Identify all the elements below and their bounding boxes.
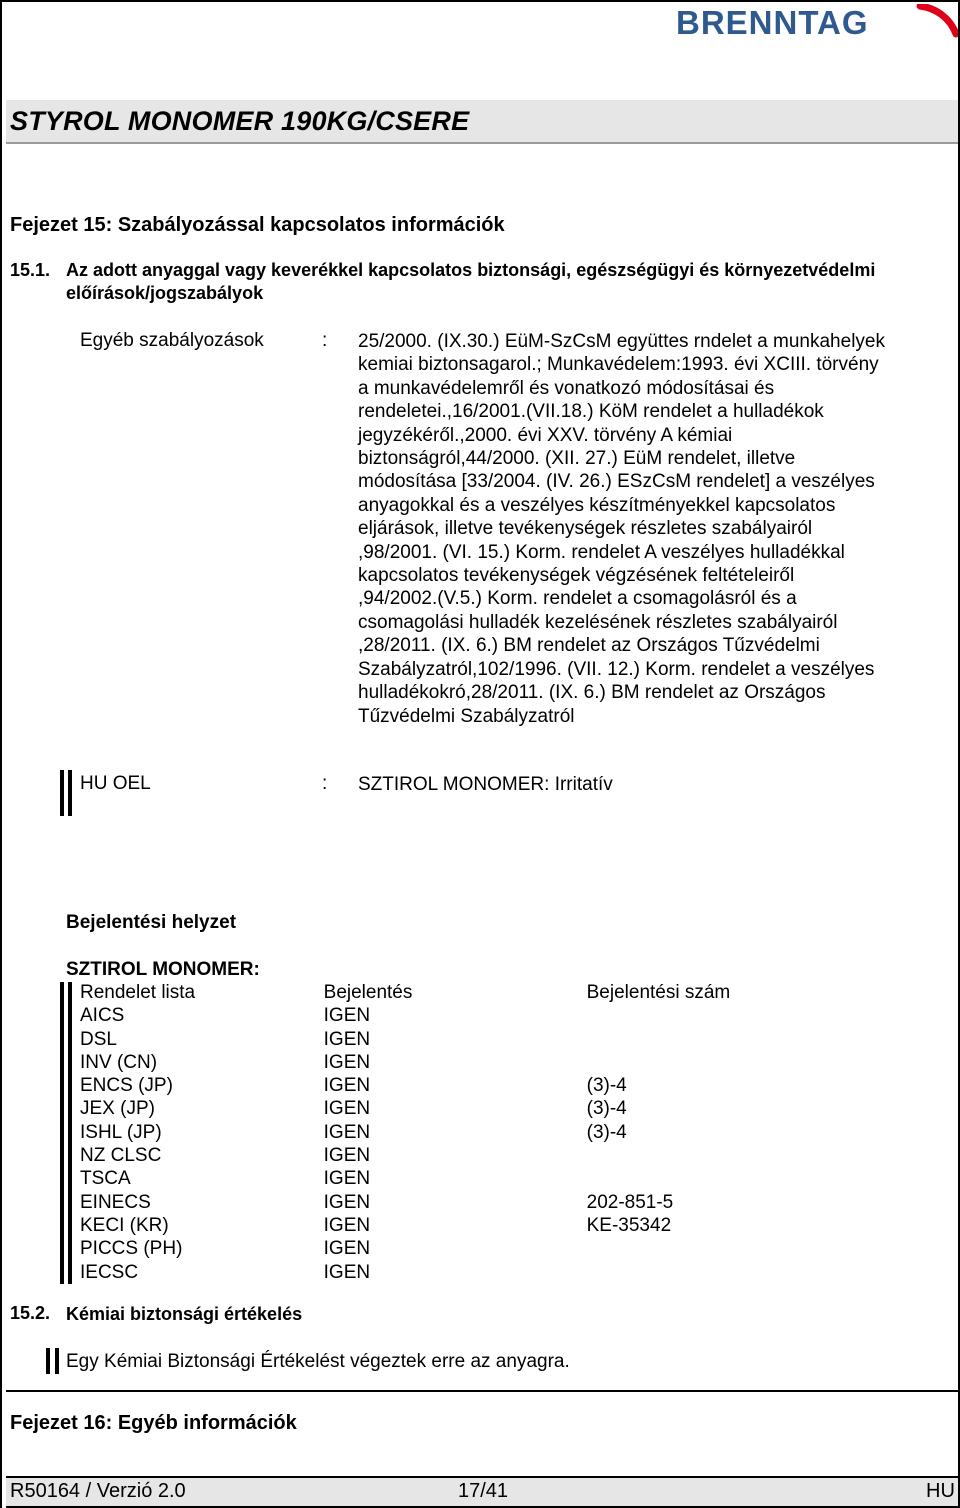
table-cell: JEX (JP)	[80, 1098, 155, 1120]
table-cell: (3)-4	[586, 1075, 627, 1097]
chapter-16-title: Fejezet 16: Egyéb információk	[10, 1412, 297, 1434]
regulation-line: anyagokkal és a veszélyes készítményekkel kapcsolatos	[358, 494, 836, 516]
table-cell	[587, 1261, 780, 1284]
table-cell: IGEN	[323, 1168, 371, 1190]
hu-oel-colon: :	[322, 773, 328, 794]
regulation-line: ,94/2002.(V.5.) Korm. rendelet a csomagolásról és a	[358, 588, 797, 610]
change-bar	[68, 770, 72, 816]
change-bar	[46, 1348, 50, 1374]
table-row	[80, 1144, 780, 1167]
other-regulations-colon: :	[322, 330, 328, 351]
table-cell: ISHL (JP)	[80, 1121, 162, 1143]
change-bar	[60, 982, 64, 1284]
regulation-line: 25/2000. (IX.30.) EüM-SzCsM együttes rndelet a munkahelyek	[358, 331, 885, 352]
change-bar	[68, 982, 72, 1284]
table-row	[80, 1097, 780, 1120]
hu-oel-value: SZTIROL MONOMER: Irritatív	[358, 774, 613, 795]
regulation-line: módosítása [33/2004. (IV. 26.) ESzCsM rendelet] a veszélyes	[358, 471, 875, 493]
footer-page-number: 17/41	[458, 1480, 509, 1502]
logo-arc-icon	[920, 6, 956, 34]
section-15-2-title: Kémiai biztonsági értékelés	[66, 1304, 303, 1324]
regulation-line: ,98/2001. (VI. 15.) Korm. rendelet A veszélyes hulladékkal	[358, 541, 845, 563]
table-cell: KECI (KR)	[80, 1214, 169, 1236]
table-cell	[587, 1051, 780, 1074]
table-cell: 202-851-5	[586, 1191, 674, 1213]
table-cell: IGEN	[323, 1028, 371, 1050]
brenntag-logo	[674, 4, 958, 44]
table-cell: EINECS	[80, 1191, 151, 1213]
regulation-line: hulladékokró,28/2011. (IX. 6.) BM rendelet az Országos	[358, 682, 826, 704]
table-row	[80, 1004, 780, 1027]
section-15-1-number: 15.1.	[10, 260, 51, 280]
table-cell: AICS	[80, 1005, 125, 1027]
divider	[6, 1390, 958, 1392]
table-cell: IGEN	[323, 1214, 371, 1236]
table-cell	[587, 1167, 780, 1190]
regulation-line: kapcsolatos tevékenységek végzésének feltételeiről	[358, 565, 795, 587]
table-cell: IGEN	[323, 1075, 371, 1097]
regulation-line: jegyzékéről.,2000. évi XXV. törvény A kémiai	[358, 424, 733, 446]
chapter-15-title: Fejezet 15: Szabályozással kapcsolatos információk	[10, 214, 505, 236]
regulation-line: kemiai biztonsagarol.; Munkavédelem:1993. évi XCIII. törvény	[358, 354, 879, 376]
other-regulations-value	[358, 330, 938, 728]
document-title: STYROL MONOMER 190KG/CSERE	[10, 106, 470, 136]
table-cell: IGEN	[323, 1145, 371, 1167]
table-cell: IGEN	[323, 1098, 371, 1120]
table-row	[80, 1214, 780, 1237]
regulation-line: ,28/2011. (IX. 6.) BM rendelet az Országos Tűzvédelmi	[358, 635, 820, 657]
regulation-line: rendeletei.,16/2001.(VII.18.) KöM rendelet a hulladékok	[358, 401, 824, 423]
table-row	[80, 1051, 780, 1074]
section-15-2-number: 15.2.	[10, 1303, 51, 1323]
table-cell: INV (CN)	[80, 1051, 158, 1073]
regulation-line: a munkavédelemről és vonatkozó módosításai és	[358, 377, 775, 399]
table-cell	[587, 1004, 780, 1027]
table-row	[80, 1121, 780, 1144]
table-row	[80, 1237, 780, 1260]
column-header: Bejelentés	[323, 982, 413, 1003]
table-row	[80, 1074, 780, 1097]
table-row	[80, 1028, 780, 1051]
table-cell	[587, 1237, 780, 1260]
table-cell	[587, 1144, 780, 1167]
regulation-line: biztonságról,44/2000. (XII. 27.) EüM rendelet, illetve	[358, 448, 796, 470]
notification-substance: SZTIROL MONOMER:	[66, 959, 260, 980]
section-15-1-title: Az adott anyaggal vagy keverékkel kapcsolatos biztonsági, egészségügyi és környezetvédelmi előírások/jogszabályok	[66, 260, 876, 303]
regulation-line: csomagolási hulladék kezelésének részletes szabályairól	[358, 611, 838, 633]
table-row	[80, 1167, 780, 1190]
notification-table	[80, 981, 780, 1284]
table-cell: IGEN	[323, 1238, 371, 1260]
table-cell: (3)-4	[586, 1098, 627, 1120]
table-cell: IECSC	[80, 1261, 139, 1283]
table-cell: TSCA	[80, 1168, 131, 1190]
table-cell: PICCS (PH)	[80, 1238, 183, 1260]
section-15-2-text: Egy Kémiai Biztonsági Értékelést végeztek erre az anyagra.	[66, 1351, 570, 1372]
notification-heading: Bejelentési helyzet	[66, 912, 237, 933]
column-header: Rendelet lista	[80, 982, 196, 1003]
table-cell: ENCS (JP)	[80, 1075, 173, 1097]
table-cell: IGEN	[323, 1051, 371, 1073]
column-header: Bejelentési szám	[586, 982, 731, 1003]
table-cell: (3)-4	[586, 1121, 627, 1143]
hu-oel-label: HU OEL	[80, 773, 151, 794]
logo-text: BRENNTAG	[676, 4, 869, 41]
other-regulations-label: Egyéb szabályozások	[80, 330, 264, 351]
table-row	[80, 1191, 780, 1214]
table-cell: IGEN	[323, 1121, 371, 1143]
change-bar	[60, 770, 64, 816]
table-cell: KE-35342	[586, 1214, 672, 1236]
regulation-line: eljárások, illetve tevékenységek részletes szabályairól	[358, 518, 813, 540]
regulation-line: Tűzvédelmi Szabályzatról	[358, 705, 575, 727]
table-header-row	[80, 981, 780, 1004]
table-cell: IGEN	[323, 1005, 371, 1027]
table-cell: IGEN	[323, 1261, 371, 1283]
regulation-line: Szabályzatról,102/1996. (VII. 12.) Korm. rendelet a veszélyes	[358, 658, 875, 680]
table-cell: DSL	[80, 1028, 117, 1050]
footer-language: HU	[926, 1480, 955, 1502]
table-cell: IGEN	[323, 1191, 371, 1213]
footer-doc-id: R50164 / Verzió 2.0	[10, 1480, 186, 1502]
change-bar	[55, 1348, 59, 1374]
table-cell	[587, 1028, 780, 1051]
table-row	[80, 1261, 780, 1284]
table-cell: NZ CLSC	[80, 1145, 162, 1167]
